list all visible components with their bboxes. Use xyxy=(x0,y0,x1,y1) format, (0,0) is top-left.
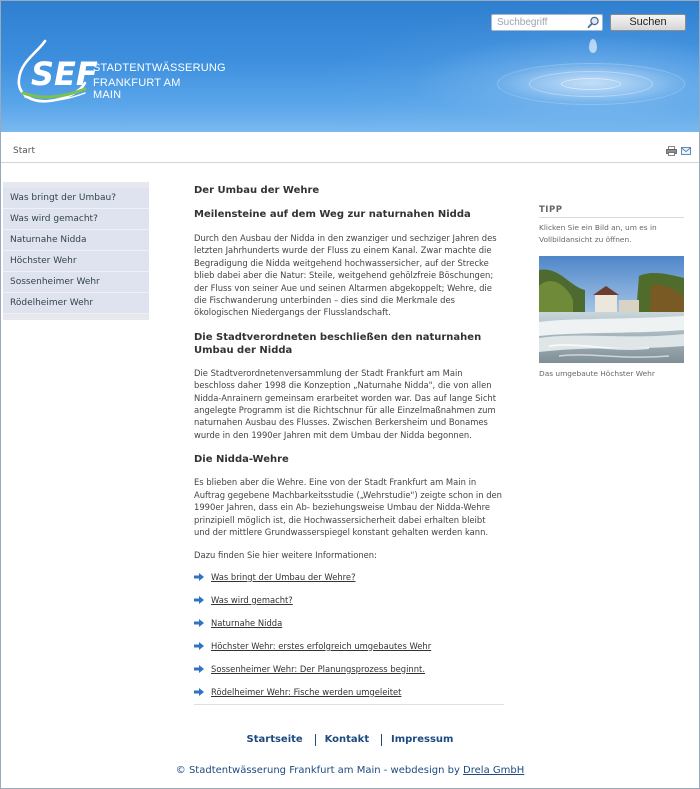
section-text: Durch den Ausbau der Nidda in den zwanziger und sechziger Jahren des letzten Jahrhunderts wurde der Fluss zu einem Kanal. Zwar machte die Begradigung die Nidda weitgehend hochwassersicher, auf der Strecke blieb dabei aber die Natur: Steile, weitgehend gehölzfreie Böschungen; der Fluss von seiner Aue und seinen Altarmen abgekoppelt; Wehre, die die Fischwanderung unterbinden – dies sind die Merkmale des ökologischen Niedergangs der Flusslandschaft. xyxy=(194,233,497,318)
footer-link-impressum[interactable]: Impressum xyxy=(381,734,462,746)
content-divider xyxy=(194,704,504,705)
sidebar-item-roedelheimer-wehr[interactable]: Rödelheimer Wehr xyxy=(3,293,149,314)
logo-text: SEF xyxy=(31,55,98,93)
list-item xyxy=(194,641,504,664)
more-info-text: Dazu finden Sie hier weitere Informationen: xyxy=(194,550,377,561)
main-content xyxy=(194,183,504,710)
arrow-right-icon xyxy=(194,573,204,581)
page-title: Der Umbau der Wehre xyxy=(194,185,320,196)
section-heading: Meilensteine auf dem Weg zur naturnahen Nidda xyxy=(194,209,471,220)
footer-link-kontakt[interactable]: Kontakt xyxy=(315,734,379,746)
search-input[interactable] xyxy=(492,15,586,30)
water-drop xyxy=(589,39,597,53)
sidebar-item-naturnahe-nidda[interactable]: Naturnahe Nidda xyxy=(3,230,149,251)
list-item xyxy=(194,664,504,687)
list-item xyxy=(194,595,504,618)
tipp-box xyxy=(539,205,684,246)
list-item xyxy=(194,618,504,641)
search-icon[interactable] xyxy=(587,16,600,29)
footer-nav xyxy=(1,734,699,746)
arrow-right-icon xyxy=(194,665,204,673)
mail-icon[interactable] xyxy=(681,147,691,155)
arrow-right-icon xyxy=(194,619,204,627)
info-link-hoechster-wehr[interactable]: Höchster Wehr: erstes erfolgreich umgebautes Wehr xyxy=(211,640,432,651)
print-icon[interactable] xyxy=(666,146,677,156)
info-links xyxy=(194,572,504,710)
weir-photo[interactable] xyxy=(539,256,684,363)
copyright-text: © Stadtentwässerung Frankfurt am Main - webdesign by xyxy=(175,765,464,776)
footer-link-startseite[interactable]: Startseite xyxy=(246,734,303,745)
sidebar-item-sossenheimer-wehr[interactable]: Sossenheimer Wehr xyxy=(3,272,149,293)
list-item xyxy=(194,572,504,595)
section-heading: Die Stadtverordneten beschließen den naturnahen Umbau der Nidda xyxy=(194,331,482,356)
section-heading: Die Nidda-Wehre xyxy=(194,454,289,466)
sidebar-item-was-bringt-der-umbau[interactable]: Was bringt der Umbau? xyxy=(3,188,149,209)
tipp-title: TIPP xyxy=(539,205,684,218)
search-button[interactable]: Suchen xyxy=(610,14,686,31)
copyright-link[interactable]: Drela GmbH xyxy=(463,765,525,776)
breadcrumb-bar xyxy=(1,132,699,163)
list-item xyxy=(194,687,504,710)
sidebar-item-was-wird-gemacht[interactable]: Was wird gemacht? xyxy=(3,209,149,230)
logo-subtitle-line2: FRANKFURT AM MAIN xyxy=(93,77,181,101)
tipp-text: Klicken Sie ein Bild an, um es in Vollbildansicht zu öffnen. xyxy=(539,223,657,244)
section-text: Die Stadtverordnetenversammlung der Stadt Frankfurt am Main beschloss daher 1998 die Konzeption „Naturnahe Nidda", die von allen Nidda-Anrainern gemeinsam erarbeitet worden war. Das auf lange Sicht angelegte Programm ist die Richtschnur für alle Einzelmaßnahmen zum naturnahen Ausbau des Flusses. Zwischen Berkersheim und Bonames wurde in den 1990er Jahren mit dem Umbau der Nidda begonnen. xyxy=(194,367,497,440)
sidebar-nav xyxy=(3,182,149,320)
water-ripple xyxy=(561,78,621,90)
sidebar-cap xyxy=(3,314,149,320)
info-link-sossenheimer-wehr[interactable]: Sossenheimer Wehr: Der Planungsprozess beginnt. xyxy=(211,663,425,674)
section-text: Es blieben aber die Wehre. Eine von der Stadt Frankfurt am Main in Auftrag gegebene Machbarkeitsstudie („Wehrstudie") zeigte schon in den 1990er Jahren, dass ein Ab- beziehungsweise Umbau der Nidda-Wehre prinzipiell möglich ist, die Hochwassersicherheit dabei erhalten bleibt und der mittlere Grundwasserspiegel konstant gehalten werden kann. xyxy=(194,477,502,537)
photo-caption: Das umgebaute Höchster Wehr xyxy=(539,369,655,378)
header-banner xyxy=(1,1,699,132)
arrow-right-icon xyxy=(194,688,204,696)
arrow-right-icon xyxy=(194,596,204,604)
breadcrumb[interactable]: Start xyxy=(13,146,35,156)
search-box xyxy=(491,14,603,31)
weir-photo-image xyxy=(539,256,684,363)
logo-subtitle-line1: STADTENTWÄSSERUNG xyxy=(93,62,226,74)
info-link-roedelheimer-wehr[interactable]: Rödelheimer Wehr: Fische werden umgeleitet xyxy=(211,686,402,697)
copyright xyxy=(1,765,699,776)
logo[interactable] xyxy=(15,39,226,109)
info-link-was-wird-gemacht[interactable]: Was wird gemacht? xyxy=(211,594,293,605)
info-link-umbau[interactable]: Was bringt der Umbau der Wehre? xyxy=(211,571,356,582)
info-link-naturnahe-nidda[interactable]: Naturnahe Nidda xyxy=(211,617,283,628)
arrow-right-icon xyxy=(194,642,204,650)
sidebar-item-hoechster-wehr[interactable]: Höchster Wehr xyxy=(3,251,149,272)
